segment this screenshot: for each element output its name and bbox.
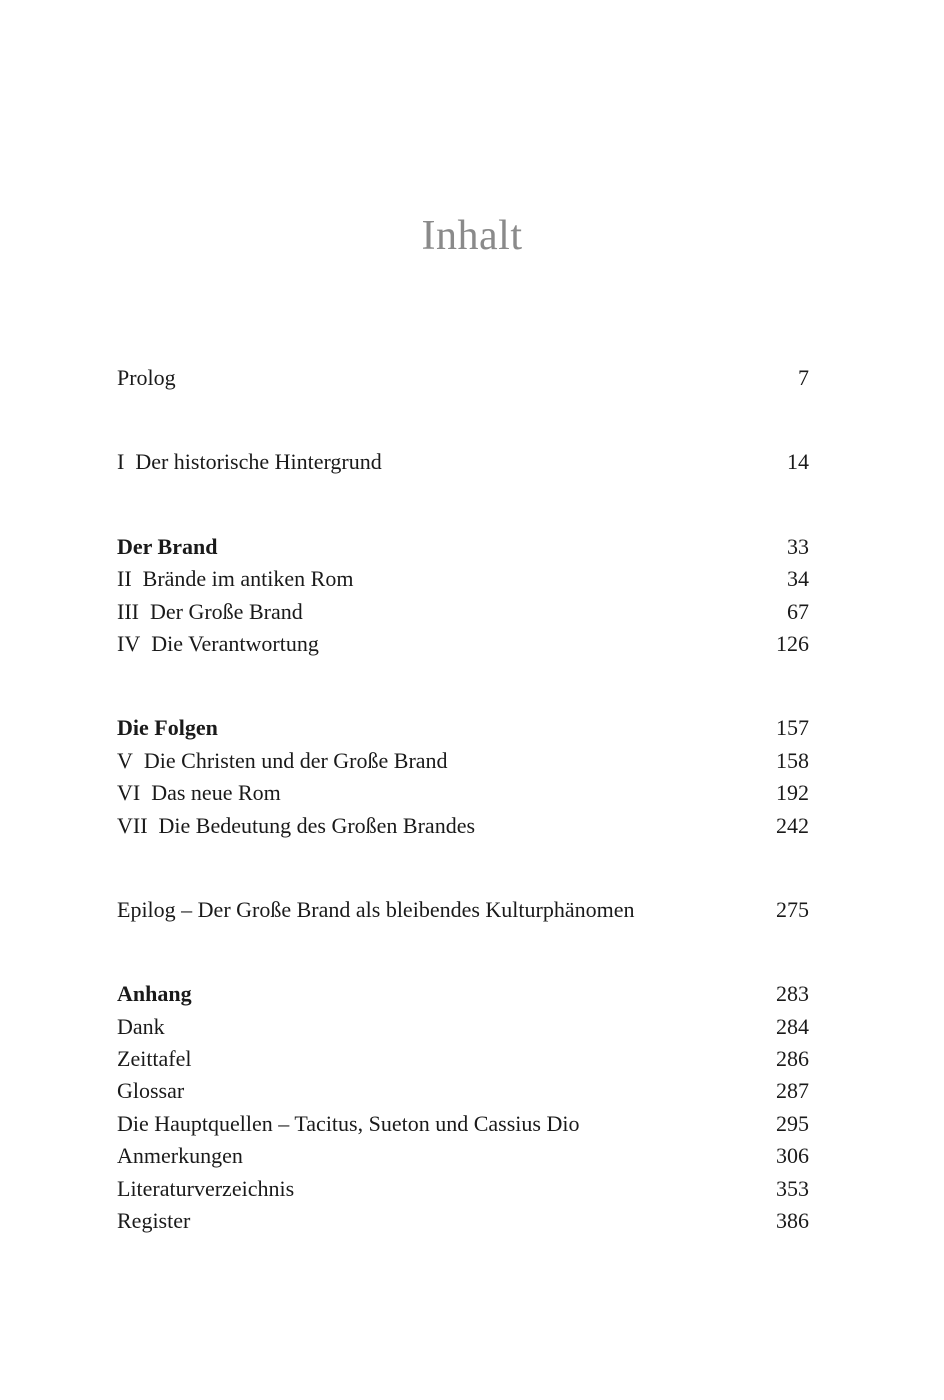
toc-part-heading[interactable] (117, 978, 809, 1010)
toc-entry-title (117, 628, 319, 660)
section-gap (117, 926, 809, 978)
toc-page-number: 192 (776, 780, 809, 806)
toc-part-heading[interactable] (117, 712, 809, 744)
section-gap (117, 394, 809, 446)
table-of-contents (117, 362, 809, 1237)
toc-page-number: 157 (776, 715, 809, 741)
toc-page-number: 283 (776, 981, 809, 1007)
toc-entry-title (117, 362, 176, 394)
toc-entry[interactable] (117, 362, 809, 394)
toc-entry[interactable] (117, 810, 809, 842)
toc-entry-title (117, 777, 281, 809)
toc-page-number: 7 (798, 365, 809, 390)
toc-entry-label: Dank (117, 1013, 165, 1039)
toc-page-number: 287 (776, 1078, 809, 1104)
toc-entry-title (117, 1043, 192, 1075)
toc-page-number: 34 (787, 566, 809, 592)
toc-entry-title (117, 446, 382, 478)
toc-page-number: 306 (776, 1143, 809, 1169)
toc-entry-label: Zeittafel (117, 1046, 192, 1072)
toc-entry[interactable] (117, 1173, 809, 1205)
toc-page-number: 386 (776, 1208, 809, 1234)
section-gap (117, 842, 809, 894)
toc-entry-label: Die Folgen (117, 715, 218, 741)
section-gap (117, 660, 809, 712)
toc-entry-title (117, 1075, 184, 1107)
toc-entry-title (117, 1140, 243, 1172)
toc-entry-title (117, 563, 353, 595)
toc-page-number: 295 (776, 1110, 809, 1136)
chapter-number: III (117, 598, 139, 624)
toc-entry-title (117, 531, 217, 563)
toc-entry-label: Prolog (117, 365, 176, 390)
toc-entry-label: Die Christen und der Große Brand (143, 747, 448, 773)
toc-entry-label: Literaturverzeichnis (117, 1175, 295, 1201)
toc-entry[interactable] (117, 446, 809, 478)
toc-entry-label: Anmerkungen (117, 1143, 243, 1169)
toc-entry-title (117, 1108, 579, 1140)
toc-entry-label: Der Große Brand (149, 598, 303, 624)
toc-page-number: 158 (776, 747, 809, 773)
chapter-number: V (117, 747, 133, 773)
toc-entry-title (117, 745, 448, 777)
toc-entry-title (117, 1205, 190, 1237)
toc-entry-label: Die Hauptquellen – Tacitus, Sueton und Cassius Dio (117, 1110, 580, 1136)
toc-entry-label: Epilog – Der Große Brand als bleibendes Kulturphänomen (117, 896, 635, 922)
toc-entry[interactable] (117, 745, 809, 777)
toc-entry[interactable] (117, 596, 809, 628)
toc-entry-label: Die Verantwortung (151, 630, 319, 656)
toc-page-number: 126 (776, 630, 809, 656)
toc-entry-title (117, 978, 192, 1010)
toc-entry-label: Der Brand (117, 533, 218, 559)
toc-page-number: 353 (776, 1175, 809, 1201)
chapter-number: IV (117, 630, 141, 656)
toc-page-number: 284 (776, 1013, 809, 1039)
toc-page-number: 242 (776, 812, 809, 838)
chapter-number: II (117, 566, 132, 592)
section-gap (117, 479, 809, 531)
toc-entry-title (117, 894, 634, 926)
toc-entry-label: Der historische Hintergrund (135, 449, 382, 475)
toc-entry-label: Brände im antiken Rom (142, 566, 354, 592)
toc-entry-title (117, 810, 475, 842)
toc-entry[interactable] (117, 1043, 809, 1075)
toc-entry[interactable] (117, 1011, 809, 1043)
toc-page-number: 286 (776, 1046, 809, 1072)
toc-entry-label: Die Bedeutung des Großen Brandes (158, 812, 476, 838)
toc-entry[interactable] (117, 1075, 809, 1107)
chapter-number: VI (117, 780, 141, 806)
toc-entry[interactable] (117, 1205, 809, 1237)
chapter-number: I (117, 449, 125, 475)
toc-entry-title (117, 1173, 294, 1205)
toc-page-number: 33 (787, 533, 809, 559)
toc-entry[interactable] (117, 1108, 809, 1140)
toc-entry[interactable] (117, 777, 809, 809)
toc-entry-label: Glossar (117, 1078, 185, 1104)
toc-page-number: 67 (787, 598, 809, 624)
toc-entry-label: Register (117, 1208, 191, 1234)
toc-entry-label: Anhang (117, 981, 192, 1007)
toc-entry-title (117, 596, 303, 628)
toc-entry[interactable] (117, 1140, 809, 1172)
toc-entry-title (117, 712, 218, 744)
page-title: Inhalt (421, 213, 523, 259)
toc-entry-title (117, 1011, 165, 1043)
toc-entry[interactable] (117, 563, 809, 595)
toc-page-number: 275 (776, 896, 809, 922)
toc-entry[interactable] (117, 628, 809, 660)
toc-page-number: 14 (787, 449, 809, 475)
chapter-number: VII (117, 812, 148, 838)
toc-entry-label: Das neue Rom (151, 780, 281, 806)
toc-part-heading[interactable] (117, 531, 809, 563)
toc-entry[interactable] (117, 894, 809, 926)
